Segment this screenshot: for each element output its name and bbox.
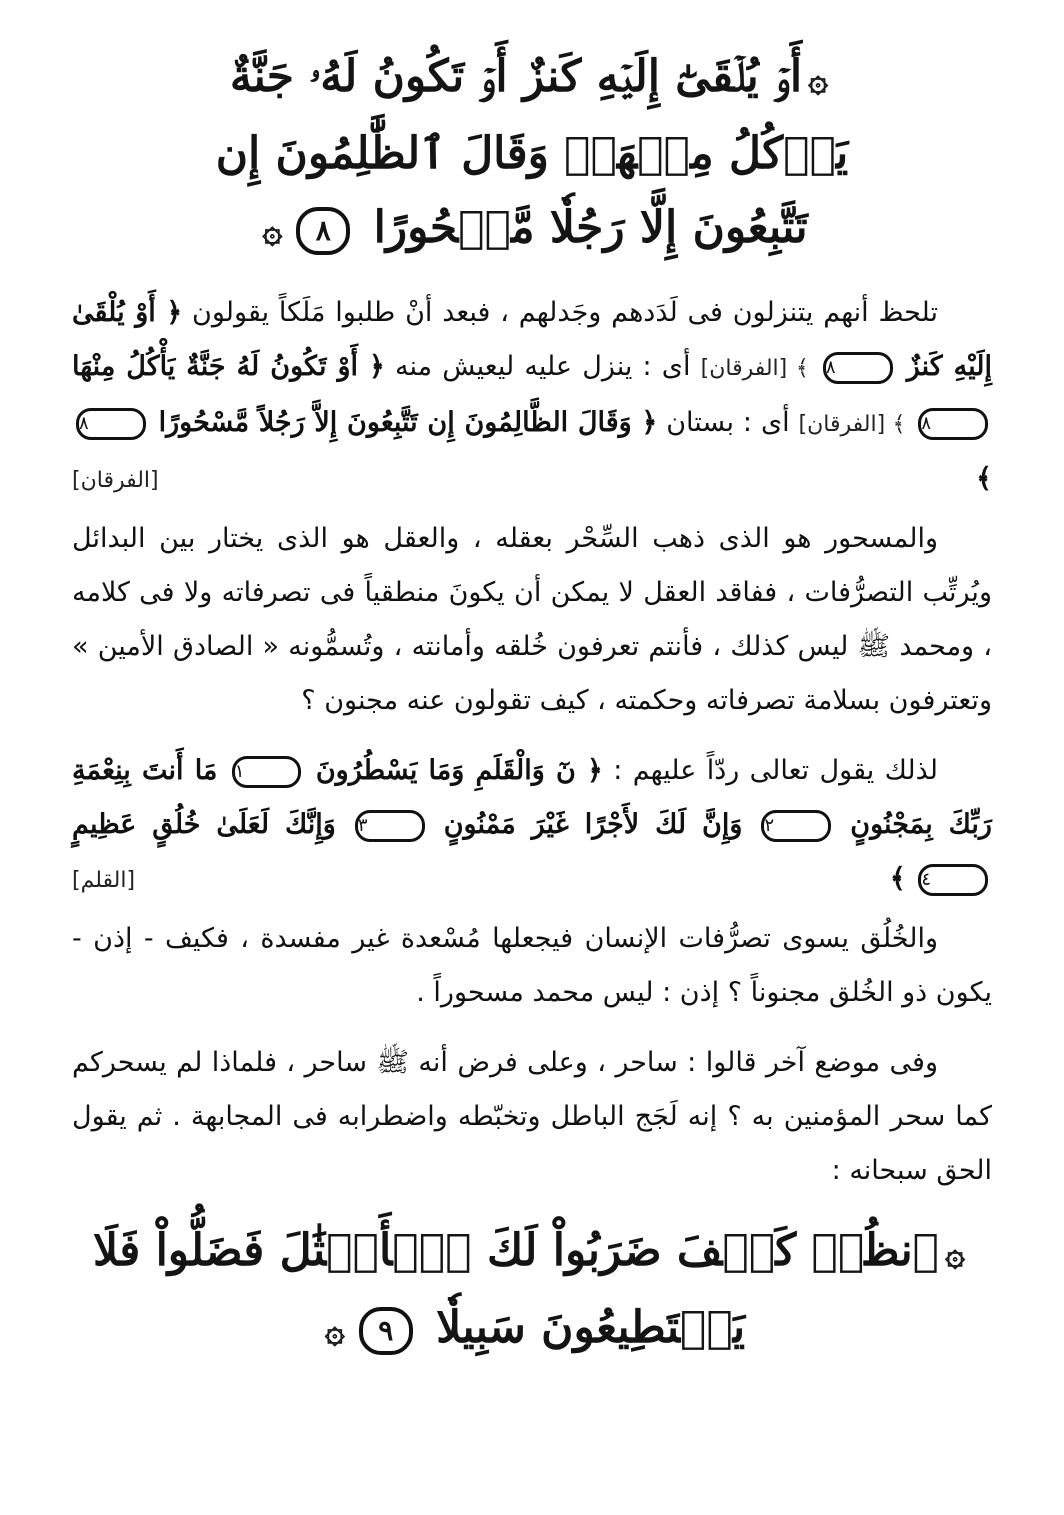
quote-close-bracket: ﴾ xyxy=(889,863,906,894)
paragraph-1 xyxy=(72,286,992,496)
verse-text: أَوۡ يُلۡقَىٰٓ إِلَيۡهِ كَنزٌ أَوۡ تَكُونُ لَهُۥ جَنَّةٌ xyxy=(229,51,803,102)
verse-text: يَأۡكُلُ مِنۡهَاۚ وَقَالَ ٱلظَّٰلِمُونَ إِن xyxy=(215,128,849,179)
verse-text: تَتَّبِعُونَ إِلَّا رَجُلٗا مَّسۡحُورًا xyxy=(373,202,808,253)
ayah-number-badge: ٩ xyxy=(359,1307,413,1355)
ayah-number-badge: ٢ xyxy=(761,810,831,842)
commentary-text xyxy=(72,286,992,1198)
ayah-number-badge: ٨ xyxy=(823,352,893,384)
surah-reference: [الفرقان] xyxy=(72,468,159,493)
quran-quote: وَإِنَّكَ لَعَلَىٰ خُلُقٍ عَظِيمٍ xyxy=(72,809,336,840)
paragraph-5: وفى موضع آخر قالوا : ساحر ، وعلى فرض أنه ﷺ ساحر ، فلماذا لم يسحركم كما سحر المؤمنين به ؟ إنه لَجَج الباطل وتخبّطه واضطرابه فى المجابهة . ثم يقول الحق سبحانه : xyxy=(72,1047,992,1186)
text-segment: تلحظ أنهم يتنزلون فى لَدَدهم وجَدلهم ، فبعد أنْ طلبوا مَلَكاً يقولون xyxy=(192,297,938,328)
bottom-quran-verse xyxy=(72,1214,992,1368)
verse-line-2 xyxy=(72,1291,992,1368)
paragraph-2: والمسحور هو الذى ذهب السِّحْر بعقله ، والعقل هو الذى يختار بين البدائل ويُرتِّب التصرُّفات ، ففاقد العقل لا يمكن أن يكونَ منطقياً فى تصرفاته ولا فى كلامه ، ومحمد ﷺ ليس كذلك ، فأنتم تعرفون خُلقه وأمانته ، وتُسمُّونه « الصادق الأمين » وتعترفون بسلامة تصرفاته وحكمته ، كيف تقولون عنه مجنون ؟ xyxy=(72,523,992,716)
ayah-number-badge: ٨ xyxy=(918,408,988,440)
quran-quote: ﴿ وَقَالَ الظَّالِمُونَ إِن تَتَّبِعُونَ إِلاَّ رَجُلاً مَّسْحُورًا xyxy=(158,407,658,438)
quran-quote: ﴿ نٓ وَالْقَلَمِ وَمَا يَسْطُرُونَ xyxy=(315,755,603,786)
surah-reference: ﴾ [الفرقان] xyxy=(700,356,809,381)
quran-quote: ﴿ أَوْ يُلْقَىٰ إِلَيْهِ كَنزٌ xyxy=(72,297,992,382)
verse-line-1 xyxy=(72,40,992,117)
verse-text: ٱنظُرۡ كَيۡفَ ضَرَبُواْ لَكَ ٱلۡأَمۡثَٰلَ فَضَلُّواْ فَلَا xyxy=(92,1225,940,1276)
quran-quote: مَا أَنتَ بِنِعْمَةِ رَبِّكَ بِمَجْنُونٍ xyxy=(72,755,992,840)
ornament-close-icon: ۞ xyxy=(262,211,283,251)
surah-reference: [القلم] xyxy=(72,868,136,893)
verse-line-1 xyxy=(72,1214,992,1291)
quote-close-bracket: ﴾ xyxy=(976,463,992,494)
ayah-number-badge: ٣ xyxy=(355,810,425,842)
quran-quote: ﴿ أَوْ تَكُونُ لَهُ جَنَّةٌ يَأْكُلُ مِنْهَا xyxy=(72,351,385,382)
text-segment: أى : ينزل عليه ليعيش منه xyxy=(394,351,691,382)
text-segment: لذلك يقول تعالى ردّاً عليهم : xyxy=(613,755,939,786)
ayah-number-badge: ٤ xyxy=(918,864,988,896)
verse-text: يَسۡتَطِيعُونَ سَبِيلٗا xyxy=(436,1302,746,1353)
verse-line-3 xyxy=(72,191,992,268)
paragraph-4: والخُلُق يسوى تصرُّفات الإنسان فيجعلها مُسْعدة غير مفسدة ، فكيف - إذن - يكون ذو الخُلق مجنوناً ؟ إذن : ليس محمد مسحوراً . xyxy=(72,923,992,1008)
ornament-open-icon: ۞ xyxy=(945,1234,966,1274)
verse-line-2 xyxy=(72,117,992,191)
ayah-number-badge: ٨ xyxy=(296,207,350,255)
ayah-number-badge: ١ xyxy=(232,756,302,788)
paragraph-3 xyxy=(72,744,992,896)
ayah-number-badge: ٨ xyxy=(76,408,146,440)
quran-quote: وَإِنَّ لَكَ لأَجْرًا غَيْرَ مَمْنُونٍ xyxy=(443,809,743,840)
ornament-close-icon: ۞ xyxy=(324,1311,345,1351)
surah-reference: ﴾ [الفرقان] xyxy=(798,412,906,437)
top-quran-verse xyxy=(72,40,992,268)
text-segment: أى : بستان xyxy=(657,407,790,438)
ornament-open-icon: ۞ xyxy=(808,60,829,100)
